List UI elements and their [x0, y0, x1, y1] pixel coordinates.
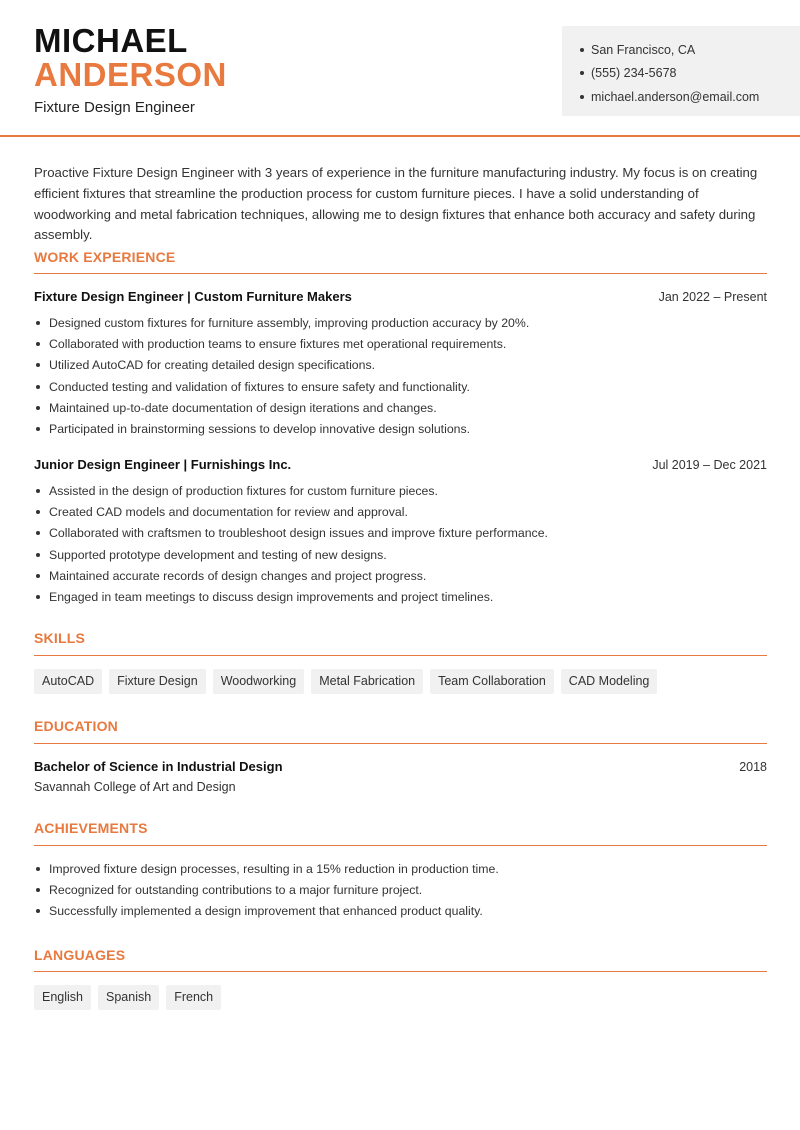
list-item	[34, 397, 767, 418]
location-text: San Francisco, CA	[591, 42, 696, 57]
list-item	[34, 523, 767, 544]
bullet-text: Supported prototype development and testing of new designs.	[49, 547, 387, 562]
bullet-icon	[36, 427, 40, 431]
bullet-icon	[36, 321, 40, 325]
section-title-achievements: ACHIEVEMENTS	[34, 820, 148, 836]
section-title-work: WORK EXPERIENCE	[34, 249, 176, 265]
job-title: Fixture Design Engineer	[34, 99, 195, 116]
bullet-icon	[580, 71, 584, 75]
degree-title: Bachelor of Science in Industrial Design	[34, 759, 283, 774]
list-item	[34, 355, 767, 376]
bullet-icon	[36, 595, 40, 599]
bullet-icon	[36, 531, 40, 535]
contact-location	[580, 38, 800, 62]
bullet-icon	[580, 48, 584, 52]
last-name: ANDERSON	[34, 56, 227, 93]
skill-tag: Metal Fabrication	[311, 669, 423, 694]
bullet-text: Maintained up-to-date documentation of design iterations and changes.	[49, 400, 437, 415]
languages-list	[34, 985, 221, 1010]
section-divider	[34, 845, 767, 846]
job-header	[34, 289, 767, 304]
list-item	[34, 333, 767, 354]
list-item	[34, 586, 767, 607]
section-divider	[34, 655, 767, 656]
bullet-icon	[36, 385, 40, 389]
bullet-icon	[36, 510, 40, 514]
language-tag: Spanish	[98, 985, 159, 1010]
bullet-text: Maintained accurate records of design changes and project progress.	[49, 568, 427, 583]
list-item	[34, 901, 767, 922]
list-item	[34, 312, 767, 333]
list-item	[34, 879, 767, 900]
bullet-icon	[36, 406, 40, 410]
bullet-icon	[36, 909, 40, 913]
section-divider	[34, 971, 767, 972]
bullet-text: Collaborated with production teams to ensure fixtures met operational requirements.	[49, 336, 507, 351]
bullet-text: Successfully implemented a design improvement that enhanced product quality.	[49, 904, 483, 919]
language-tag: French	[166, 985, 221, 1010]
list-item	[34, 544, 767, 565]
phone-text: (555) 234-5678	[591, 66, 677, 81]
job-dates: Jan 2022 – Present	[658, 290, 767, 304]
bullet-icon	[36, 574, 40, 578]
contact-phone	[580, 62, 800, 86]
resume-header	[0, 0, 800, 137]
bullet-text: Participated in brainstorming sessions to develop innovative design solutions.	[49, 422, 471, 437]
bullet-text: Engaged in team meetings to discuss design improvements and project timelines.	[49, 590, 494, 605]
section-divider	[34, 743, 767, 744]
bullet-text: Assisted in the design of production fixtures for custom furniture pieces.	[49, 483, 438, 498]
skill-tag: CAD Modeling	[561, 669, 658, 694]
bullet-icon	[36, 363, 40, 367]
skill-tag: Team Collaboration	[430, 669, 554, 694]
section-title-skills: SKILLS	[34, 630, 85, 646]
bullet-text: Designed custom fixtures for furniture assembly, improving production accuracy by 20%.	[49, 315, 530, 330]
job-bullets	[34, 480, 767, 608]
language-tag: English	[34, 985, 91, 1010]
skill-tag: Woodworking	[213, 669, 305, 694]
list-item	[34, 858, 767, 879]
section-title-languages: LANGUAGES	[34, 947, 126, 963]
bullet-text: Conducted testing and validation of fixtures to ensure safety and functionality.	[49, 379, 470, 394]
skills-list	[34, 669, 657, 694]
skill-tag: Fixture Design	[109, 669, 206, 694]
first-name: MICHAEL	[34, 22, 188, 59]
bullet-icon	[36, 867, 40, 871]
bullet-icon	[580, 95, 584, 99]
graduation-year: 2018	[739, 760, 767, 774]
education-header	[34, 759, 767, 774]
job-role: Fixture Design Engineer | Custom Furniture Makers	[34, 289, 352, 304]
bullet-icon	[36, 888, 40, 892]
job-bullets	[34, 312, 767, 440]
section-title-education: EDUCATION	[34, 718, 118, 734]
achievements-list	[34, 858, 767, 922]
job-role: Junior Design Engineer | Furnishings Inc.	[34, 457, 292, 472]
bullet-text: Improved fixture design processes, resulting in a 15% reduction in production time.	[49, 861, 499, 876]
school-name: Savannah College of Art and Design	[34, 780, 236, 794]
skill-tag: AutoCAD	[34, 669, 102, 694]
bullet-text: Recognized for outstanding contributions to a major furniture project.	[49, 882, 423, 897]
job-header	[34, 457, 767, 472]
bullet-text: Collaborated with craftsmen to troubleshoot design issues and improve fixture performance.	[49, 526, 548, 541]
list-item	[34, 480, 767, 501]
email-text: michael.anderson@email.com	[591, 89, 760, 104]
bullet-text: Created CAD models and documentation for review and approval.	[49, 504, 408, 519]
contact-box	[562, 26, 800, 116]
job-dates: Jul 2019 – Dec 2021	[652, 458, 767, 472]
section-divider	[34, 273, 767, 274]
list-item	[34, 376, 767, 397]
bullet-icon	[36, 553, 40, 557]
contact-email	[580, 85, 800, 109]
list-item	[34, 501, 767, 522]
bullet-text: Utilized AutoCAD for creating detailed design specifications.	[49, 358, 376, 373]
bullet-icon	[36, 489, 40, 493]
summary-paragraph: Proactive Fixture Design Engineer with 3 years of experience in the furniture manufacturing industry. My focus is on creating efficient fixtures that streamline the production process for custom furniture pieces. I have a solid understanding of woodworking and metal fabrication techniques, allowing me to design fixtures that enhance both accuracy and safety during assembly.	[34, 165, 758, 243]
list-item	[34, 418, 767, 439]
bullet-icon	[36, 342, 40, 346]
list-item	[34, 565, 767, 586]
